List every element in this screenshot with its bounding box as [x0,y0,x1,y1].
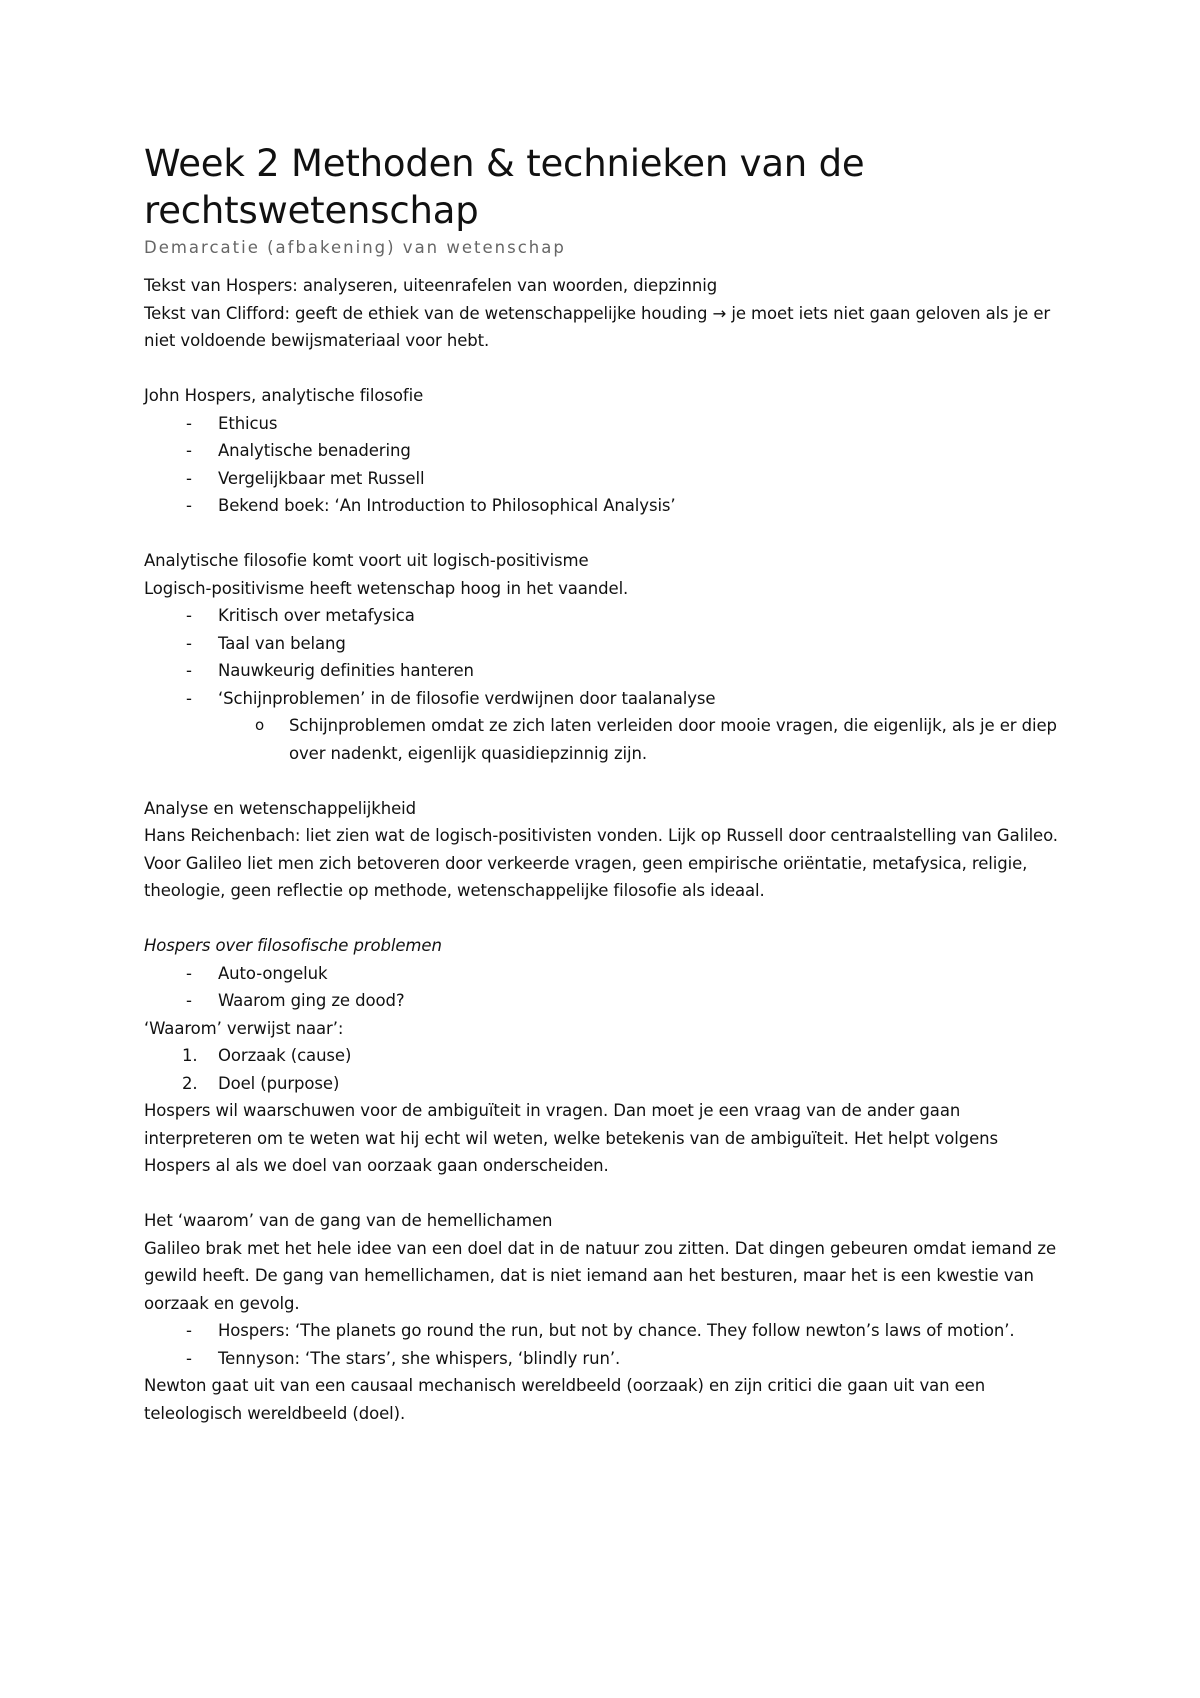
number-marker: 1. [182,1046,198,1065]
dash-marker: - [186,413,192,433]
list-item: - Taal van belang [144,630,1064,658]
problems-paragraph: Hospers wil waarschuwen voor de ambiguïteit in vragen. Dan moet je een vraag van de ander gaan interpreteren om te weten wat hij echt wil weten, welke betekenis van de ambiguïteit. Het helpt volgens Hospers al als we doel van oorzaak gaan onderscheiden. [144,1101,999,1175]
spacer [144,355,1064,383]
analytic-line-1: Analytische filosofie komt voort uit logisch-positivisme [144,551,589,570]
numbered-item: 1. Oorzaak (cause) [144,1042,1064,1070]
science-heading: Analyse en wetenschappelijkheid [144,798,416,818]
heavenly-paragraph-1: Galileo brak met het hele idee van een doel dat in de natuur zou zitten. Dat dingen gebeuren omdat iemand ze gewild heeft. De gang van hemellichamen, dat is niet iemand aan het besturen, maar het is een kwestie van oorzaak en gevolg. [144,1238,1057,1313]
analytic-line-2: Logisch-positivisme heeft wetenschap hoog in het vaandel. [144,578,629,598]
dash-marker: - [186,496,192,515]
number-marker: 2. [182,1073,198,1093]
dash-marker: - [186,606,192,625]
spacer [144,767,1064,795]
numbered-item: 2. Doel (purpose) [144,1070,1064,1098]
document-page [144,140,1064,1427]
heavenly-paragraph-2: Newton gaat uit van een causaal mechanisch wereldbeeld (oorzaak) en zijn critici die gaan uit van een teleologisch wereldbeeld (doel). [144,1376,986,1423]
list-item: - Kritisch over metafysica [144,602,1064,630]
list-item: - Waarom ging ze dood? [144,987,1064,1015]
hospers-heading: John Hospers, analytische filosofie [144,386,424,405]
dash-marker: - [186,661,192,680]
dash-marker: - [186,1321,192,1340]
document-title: Week 2 Methoden & technieken van de rechtswetenschap [144,142,865,232]
list-item: - Bekend boek: ‘An Introduction to Philosophical Analysis’ [144,492,1064,520]
spacer [144,905,1064,933]
list-item: - Nauwkeurig definities hanteren [144,657,1064,685]
list-item: - Hospers: ‘The planets go round the run, but not by chance. They follow newton’s laws of motion’. [144,1317,1064,1345]
dash-marker: - [186,963,192,983]
dash-marker: - [186,441,192,460]
science-paragraph-1: Hans Reichenbach: liet zien wat de logisch-positivisten vonden. Lijk op Russell door centraalstelling van Galileo. [144,826,1058,845]
sub-list-item: o Schijnproblemen omdat ze zich laten verleiden door mooie vragen, die eigenlijk, als je er diep over nadenkt, eigenlijk quasidiepzinnig zijn. [144,712,1064,767]
list-item: - Auto-ongeluk [144,960,1064,988]
spacer [144,520,1064,548]
dash-marker: - [186,991,192,1010]
problems-heading: Hospers over filosofische problemen [144,936,442,955]
dash-marker: - [186,633,192,653]
science-paragraph-2: Voor Galileo liet men zich betoveren door verkeerde vragen, geen empirische oriëntatie, metafysica, religie, theologie, geen reflectie op methode, wetenschappelijke filosofie als ideaal. [144,853,1028,900]
intro-hospers: Tekst van Hospers: analyseren, uiteenrafelen van woorden, diepzinnig [144,276,718,295]
list-item: - Vergelijkbaar met Russell [144,465,1064,493]
dash-marker: - [186,1348,192,1368]
intro-clifford: Tekst van Clifford: geeft de ethiek van de wetenschappelijke houding → je moet iets niet gaan geloven als je er niet voldoende bewijsmateriaal voor hebt. [144,303,1051,350]
list-item: - ‘Schijnproblemen’ in de filosofie verdwijnen door taalanalyse [144,685,1064,713]
list-item: - Tennyson: ‘The stars’, she whispers, ‘blindly run’. [144,1345,1064,1373]
list-item: - Ethicus [144,410,1064,438]
dash-marker: - [186,468,192,488]
circle-marker: o [255,716,265,734]
spacer [144,1180,1064,1208]
waarom-line: ‘Waarom’ verwijst naar’: [144,1018,344,1038]
heavenly-heading: Het ‘waarom’ van de gang van de hemellichamen [144,1211,553,1230]
document-subtitle: Demarcatie (afbakening) van wetenschap [144,238,566,257]
dash-marker: - [186,688,192,708]
list-item: - Analytische benadering [144,437,1064,465]
